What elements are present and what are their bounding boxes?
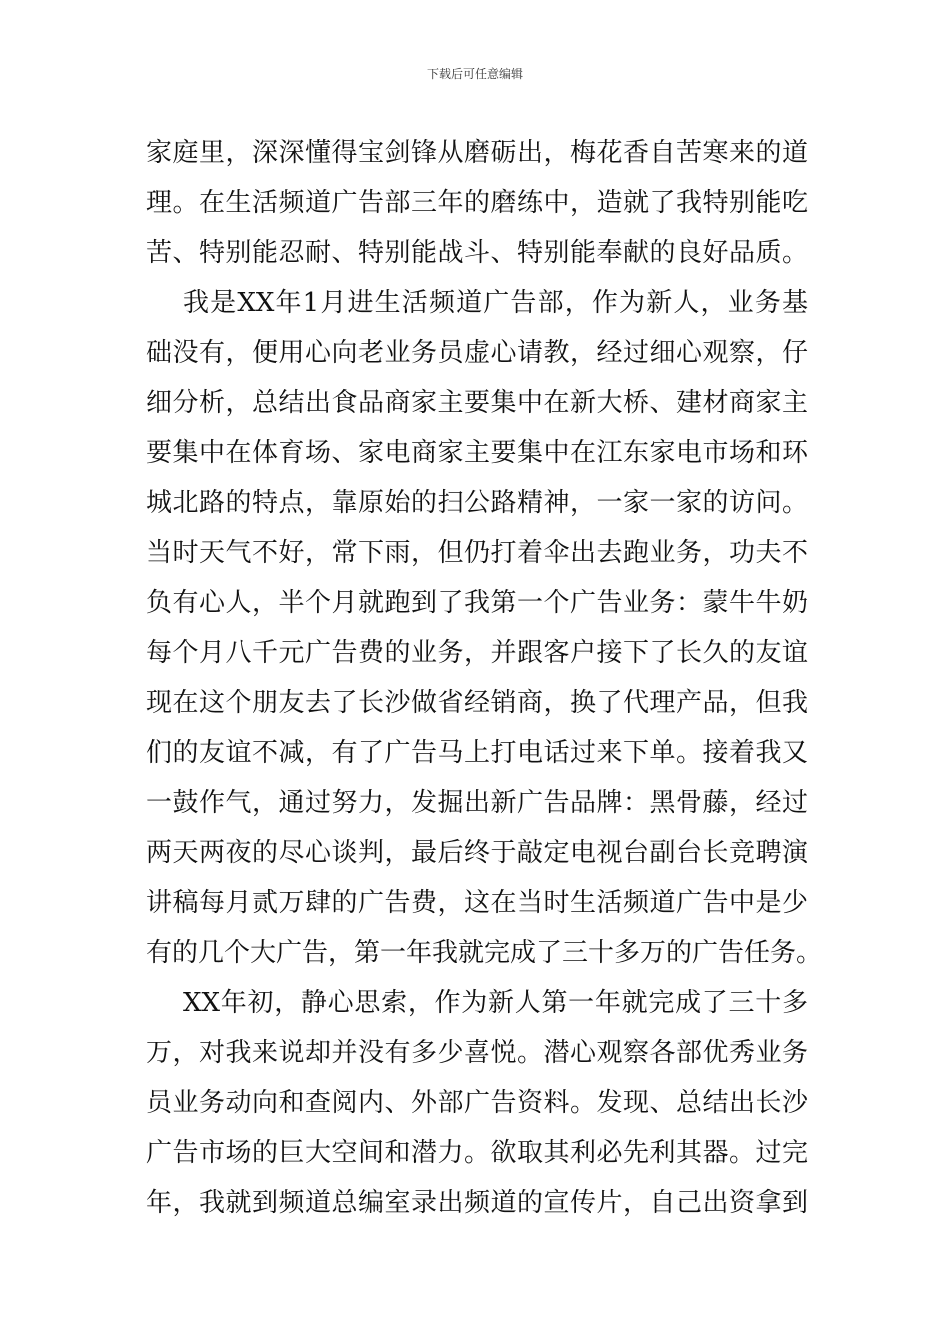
page-header: 下载后可任意编辑 [426, 67, 523, 81]
document-body [146, 128, 823, 1228]
text-line: 城北路的特点，靠原始的扫公路精神，一家一家的访问。 [146, 488, 808, 518]
text-line: 现在这个朋友去了长沙做省经销商，换了代理产品，但我 [146, 688, 808, 718]
text-line: 要集中在体育场、家电商家主要集中在江东家电市场和环 [146, 438, 808, 468]
text-line: 一鼓作气，通过努力，发掘出新广告品牌：黑骨藤，经过 [146, 788, 808, 818]
text-line: 理。在生活频道广告部三年的磨练中，造就了我特别能吃 [146, 188, 808, 218]
text-line: 负有心人，半个月就跑到了我第一个广告业务：蒙牛牛奶 [146, 588, 808, 618]
text-line: 苦、特别能忍耐、特别能战斗、特别能奉献的良好品质。 [146, 238, 808, 268]
text-line: 家庭里，深深懂得宝剑锋从磨砺出，梅花香自苦寒来的道 [146, 138, 808, 168]
text-line: 广告市场的巨大空间和潜力。欲取其利必先利其器。过完 [146, 1138, 808, 1168]
text-line: 每个月八千元广告费的业务，并跟客户接下了长久的友谊 [146, 638, 808, 668]
text-line: 员业务动向和查阅内、外部广告资料。发现、总结出长沙 [146, 1088, 808, 1118]
text-line: 们的友谊不减，有了广告马上打电话过来下单。接着我又 [146, 738, 808, 768]
text-line: 细分析，总结出食品商家主要集中在新大桥、建材商家主 [146, 388, 808, 418]
text-line: 年，我就到频道总编室录出频道的宣传片，自己出资拿到 [146, 1188, 808, 1218]
text-line: 讲稿每月贰万肆的广告费，这在当时生活频道广告中是少 [146, 888, 808, 918]
paragraph-start-line: XX年初，静心思索，作为新人第一年就完成了三十多 [183, 988, 808, 1018]
text-line: 有的几个大广告，第一年我就完成了三十多万的广告任务。 [146, 938, 823, 968]
text-line: 当时天气不好，常下雨，但仍打着伞出去跑业务，功夫不 [146, 538, 808, 568]
text-line: 础没有，便用心向老业务员虚心请教，经过细心观察，仔 [146, 338, 808, 368]
paragraph-start-line: 我是XX年1月进生活频道广告部，作为新人，业务基 [183, 288, 808, 318]
text-line: 万，对我来说却并没有多少喜悦。潜心观察各部优秀业务 [146, 1038, 808, 1068]
text-line: 两天两夜的尽心谈判，最后终于敲定电视台副台长竞聘演 [146, 838, 808, 868]
